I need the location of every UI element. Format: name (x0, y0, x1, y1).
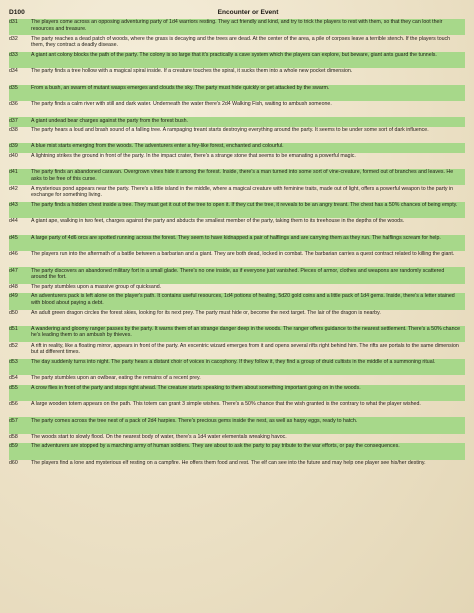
table-row (9, 284, 465, 293)
event-text: A giant undead bear charges against the party from the forest bush. (31, 117, 189, 124)
roll-number: d35 (9, 84, 18, 91)
event-text: A large wooden totem appears on the path. This totem can grant 3 simple wishes. There's a 50% chance that the wish granted is the contrary to what the player wished. (31, 401, 421, 408)
event-text: A giant ant colony blocks the path of the party. The colony is so large that it's practically a cave system which the players can explore, but beware, giant ants guard the tunnels. (31, 52, 437, 59)
table-row (9, 19, 465, 35)
table-row (9, 68, 465, 84)
event-text: From a bush, an swarm of mutant wasps emerges and clouds the sky. The party must hide quickly or get attacked by the swarm. (31, 84, 330, 91)
roll-number: d53 (9, 359, 18, 366)
event-text: The adventurers are stopped by a marching army of human soldiers. They are about to ask the party to pay tribute to the war efforts, or pay the consequences. (31, 443, 400, 450)
table-row (9, 185, 465, 201)
roll-number: d42 (9, 185, 18, 192)
event-text: The woods start to slowly flood. On the nearest body of water, there's a 1d4 water elementals wreaking havoc. (31, 434, 287, 441)
roll-number: d48 (9, 284, 18, 291)
event-text: A rift in reality, like a floating mirror, appears in front of the party. An excentric wizard emerges from it and opens several rifts right behind him. The rifts are portals to the same dimension but at different times. (31, 342, 459, 355)
event-text: The party comes across the tree nest of a pack of 2d4 harpies. There's precious gems inside the nest, as well as harpy eggs, ready to hatch. (31, 417, 358, 424)
table-row (9, 460, 465, 476)
encounter-table (9, 8, 465, 476)
roll-number: d56 (9, 401, 18, 408)
roll-number: d51 (9, 326, 18, 333)
event-text: A crow flies in front of the party and stops right ahead. The creature starts speaking to them about something important going on in the woods. (31, 384, 361, 391)
table-row (9, 434, 465, 443)
event-text: The party finds a hidden chest inside a tree. They must get it out of the tree to open it. If they cut the tree, it reveals to be an angry treant. The chest has a 50% chances of being empty. (31, 202, 458, 209)
table-row (9, 401, 465, 417)
table-row (9, 293, 465, 309)
roll-number: d46 (9, 251, 18, 258)
table-row (9, 359, 465, 375)
event-text: The players find a lone and mysterious elf resting on a campfire. He offers them food and rest. The elf can see into the future and may help one player see his/her destiny. (31, 459, 426, 466)
table-row (9, 117, 465, 126)
table-row (9, 267, 465, 283)
roll-number: d54 (9, 375, 18, 382)
roll-number: d52 (9, 342, 18, 349)
table-row (9, 85, 465, 101)
event-text: A mysterious pond appears near the party. There's a little island in the middle, where a magical creature with feminine traits, made out of light, offers a powerful weapon to the party in exchange for something living. (31, 185, 454, 198)
table-row (9, 310, 465, 326)
table-row (9, 153, 465, 169)
table-row (9, 127, 465, 143)
roll-number: d32 (9, 35, 18, 42)
roll-number: d41 (9, 169, 18, 176)
event-text: The players come across an opposing adventuring party of 1d4 warriors resting. They act friendly and kind, and try to trick the players to rest with them, so that they can loot their resources and treasure. (31, 19, 443, 32)
event-text: The party stumbles upon a massive group of quicksand. (31, 284, 162, 291)
table-row (9, 251, 465, 267)
roll-number: d39 (9, 143, 18, 150)
event-text: The party finds a calm river with still and dark water. Underneath the water there's 2d4 Walking Fish, waiting to ambush someone. (31, 101, 332, 108)
table-row (9, 101, 465, 117)
roll-number: d60 (9, 459, 18, 466)
roll-number: d33 (9, 52, 18, 59)
table-row (9, 375, 465, 384)
roll-number: d36 (9, 101, 18, 108)
roll-number: d49 (9, 293, 18, 300)
table-row (9, 443, 465, 459)
roll-number: d31 (9, 19, 18, 26)
header-roll: D100 (9, 9, 25, 16)
event-text: The players run into the aftermath of a battle between a barbarian and a giant. They are both dead, locked in combat. The barbarian carries a quest contract related to killing the giant. (31, 251, 455, 258)
table-row (9, 202, 465, 218)
roll-number: d57 (9, 417, 18, 424)
roll-number: d40 (9, 152, 18, 159)
event-text: A lightning strikes the ground in front of the party. In the impact crater, there's a strange stone that seems to be emanating a powerful magic. (31, 152, 356, 159)
table-row (9, 385, 465, 401)
table-row (9, 342, 465, 358)
event-text: The party finds a tree hollow with a magical spiral inside. If a creature touches the spiral, it sucks them into a whole new pocket dimension. (31, 68, 353, 75)
table-row (9, 235, 465, 251)
table-row (9, 52, 465, 68)
roll-number: d38 (9, 127, 18, 134)
event-text: A giant ape, walking in two feet, charges against the party and abducts the smallest member of the party, taking them to its treehouse in the depths of the woods. (31, 218, 405, 225)
event-text: An adventurers pack is left alone on the player's path. It contains useful resources, 1d4 potions of healing, 5d20 gold coins and a little pack of 1d4 gems. Inside, there's a letter stained with blood about paying a debt. (31, 293, 455, 306)
event-text: A large party of 4d6 orcs are spotted running across the forest. They seem to have kidnapped a pair of halflings and are carrying them as they run. The halflings scream for help. (31, 234, 441, 241)
roll-number: d44 (9, 218, 18, 225)
event-text: The party reaches a dead patch of woods, where the grass is decaying and the trees are dead. At the center of the area, a pile of corpses leave a terrible stench. If the players touch them, they contract a deadly disease. (31, 35, 451, 48)
table-row (9, 35, 465, 51)
table-row (9, 218, 465, 234)
event-text: The party hears a loud and brash sound of a falling tree. A rampaging treant starts destroying everything around the party. It seems to be under some sort of dark influence. (31, 127, 429, 134)
roll-number: d55 (9, 384, 18, 391)
table-row (9, 326, 465, 342)
table-row (9, 169, 465, 185)
table-row (9, 143, 465, 152)
table-header (9, 8, 465, 18)
roll-number: d45 (9, 234, 18, 241)
table-body (9, 19, 465, 476)
event-text: The party finds an abandoned caravan. Overgrown vines hide it among the forest. Inside, there's a man turned into some sort of vine-creature, formed out of branches and leaves. He asks to be free of this curse. (31, 169, 454, 182)
event-text: A blue mist starts emerging from the woods. The adventurers enter a fey-like forest, enchanted and colourful. (31, 143, 284, 150)
roll-number: d58 (9, 434, 18, 441)
table-row (9, 417, 465, 433)
event-text: A wandering and gloomy ranger passes by the party. It warns them of an strange danger deep in the woods. The ranger offers guidance to the nearest settlement. There's a 50% chance he's leading them to an ambush by thieves. (31, 326, 461, 339)
event-text: The party discovers an abandoned military fort in a small glade. There's no one inside, as if everyone just vanished. Pieces of armor, clothes and weapons are randomly scattered around the fort. (31, 267, 445, 280)
roll-number: d59 (9, 443, 18, 450)
event-text: An adult green dragon circles the forest skies, looking for its next prey. The party must hide or, become the next target. The lair of the dragon is nearby. (31, 309, 381, 316)
header-event: Encounter or Event (217, 9, 279, 16)
event-text: The day suddenly turns into night. The party hears a distant choir of voices in cacophony. If they follow it, they find a group of druid cultists in the middle of a summoning ritual. (31, 359, 436, 366)
event-text: The party stumbles upon an owlbear, eating the remains of a recent prey. (31, 375, 201, 382)
roll-number: d43 (9, 202, 18, 209)
roll-number: d47 (9, 267, 18, 274)
roll-number: d37 (9, 117, 18, 124)
roll-number: d50 (9, 309, 18, 316)
roll-number: d34 (9, 68, 18, 75)
